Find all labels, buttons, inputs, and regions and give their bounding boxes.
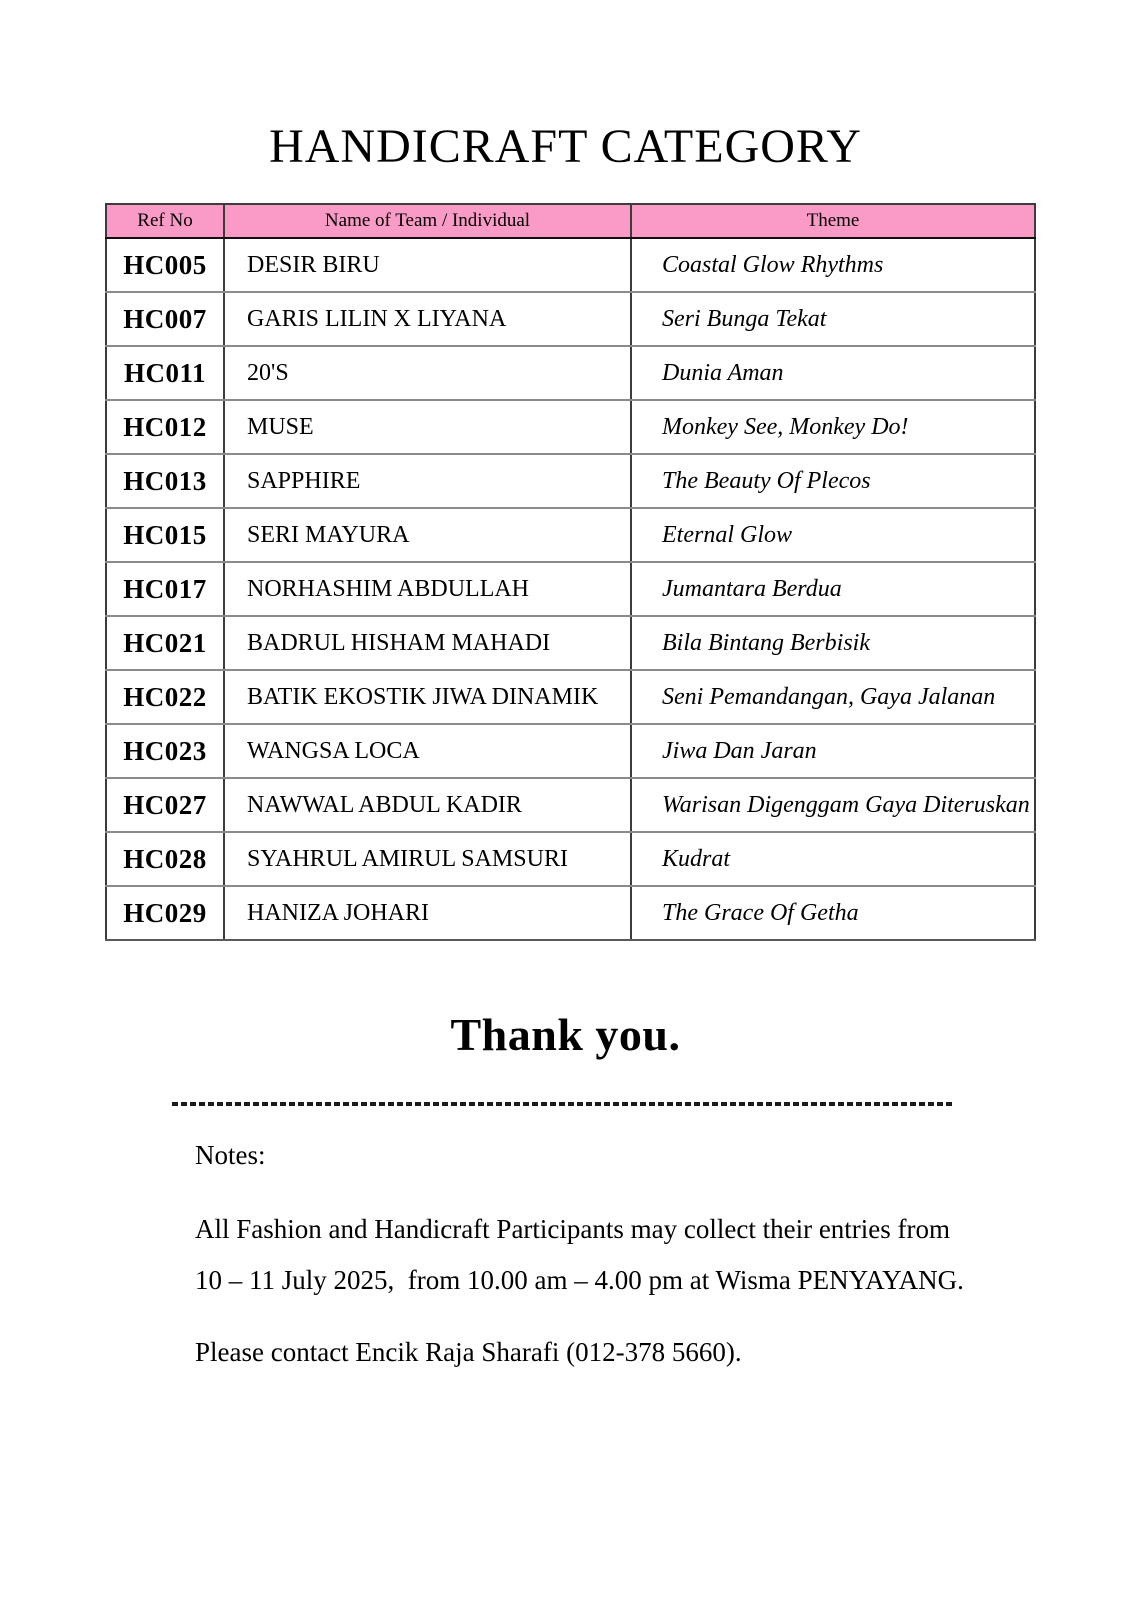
team-name-cell: SERI MAYURA (224, 508, 631, 562)
theme-cell: Seri Bunga Tekat (631, 292, 1035, 346)
team-name-cell: DESIR BIRU (224, 238, 631, 292)
collection-info-line2: 10 – 11 July 2025, from 10.00 am – 4.00 pm at Wisma PENYAYANG. (195, 1265, 964, 1295)
table-row (106, 454, 1035, 508)
theme-cell: Monkey See, Monkey Do! (631, 400, 1035, 454)
table-row (106, 724, 1035, 778)
ref-no-cell: HC029 (106, 886, 224, 940)
table-row (106, 832, 1035, 886)
theme-cell: Dunia Aman (631, 346, 1035, 400)
column-header-ref-no: Ref No (106, 204, 224, 238)
ref-no-cell: HC017 (106, 562, 224, 616)
theme-cell: The Grace Of Getha (631, 886, 1035, 940)
handicraft-entries-table (105, 203, 1036, 941)
team-name-cell: SAPPHIRE (224, 454, 631, 508)
table-row (106, 778, 1035, 832)
ref-no-cell: HC022 (106, 670, 224, 724)
team-name-cell: NAWWAL ABDUL KADIR (224, 778, 631, 832)
theme-cell: Bila Bintang Berbisik (631, 616, 1035, 670)
ref-no-cell: HC028 (106, 832, 224, 886)
ref-no-cell: HC007 (106, 292, 224, 346)
table-row (106, 508, 1035, 562)
ref-no-cell: HC021 (106, 616, 224, 670)
theme-cell: Jiwa Dan Jaran (631, 724, 1035, 778)
ref-no-cell: HC012 (106, 400, 224, 454)
thank-you-text: Thank you. (450, 1009, 681, 1060)
ref-no-cell: HC027 (106, 778, 224, 832)
table-row (106, 562, 1035, 616)
table-row (106, 616, 1035, 670)
team-name-cell: GARIS LILIN X LIYANA (224, 292, 631, 346)
table-row (106, 292, 1035, 346)
ref-no-cell: HC013 (106, 454, 224, 508)
table-header-row (106, 204, 1035, 238)
page-title: HANDICRAFT CATEGORY (269, 120, 862, 173)
table-row (106, 346, 1035, 400)
column-header-name: Name of Team / Individual (224, 204, 631, 238)
notes-label: Notes: (195, 1140, 266, 1170)
theme-cell: Seni Pemandangan, Gaya Jalanan (631, 670, 1035, 724)
team-name-cell: MUSE (224, 400, 631, 454)
team-name-cell: NORHASHIM ABDULLAH (224, 562, 631, 616)
team-name-cell: HANIZA JOHARI (224, 886, 631, 940)
team-name-cell: BATIK EKOSTIK JIWA DINAMIK (224, 670, 631, 724)
theme-cell: Warisan Digenggam Gaya Diteruskan (631, 778, 1035, 832)
ref-no-cell: HC005 (106, 238, 224, 292)
table-row (106, 670, 1035, 724)
column-header-theme: Theme (631, 204, 1035, 238)
theme-cell: Kudrat (631, 832, 1035, 886)
team-name-cell: BADRUL HISHAM MAHADI (224, 616, 631, 670)
table-row (106, 238, 1035, 292)
collection-info (195, 1212, 1035, 1297)
theme-cell: Eternal Glow (631, 508, 1035, 562)
theme-cell: Coastal Glow Rhythms (631, 238, 1035, 292)
theme-cell: The Beauty Of Plecos (631, 454, 1035, 508)
theme-cell: Jumantara Berdua (631, 562, 1035, 616)
ref-no-cell: HC023 (106, 724, 224, 778)
table-row (106, 886, 1035, 940)
contact-info: Please contact Encik Raja Sharafi (012-378 5660). (195, 1337, 742, 1367)
table-row (106, 400, 1035, 454)
dashed-divider (172, 1102, 954, 1106)
team-name-cell: SYAHRUL AMIRUL SAMSURI (224, 832, 631, 886)
notes-section (195, 1138, 1035, 1369)
team-name-cell: 20'S (224, 346, 631, 400)
team-name-cell: WANGSA LOCA (224, 724, 631, 778)
ref-no-cell: HC011 (106, 346, 224, 400)
ref-no-cell: HC015 (106, 508, 224, 562)
collection-info-line1: All Fashion and Handicraft Participants may collect their entries from (195, 1214, 951, 1244)
